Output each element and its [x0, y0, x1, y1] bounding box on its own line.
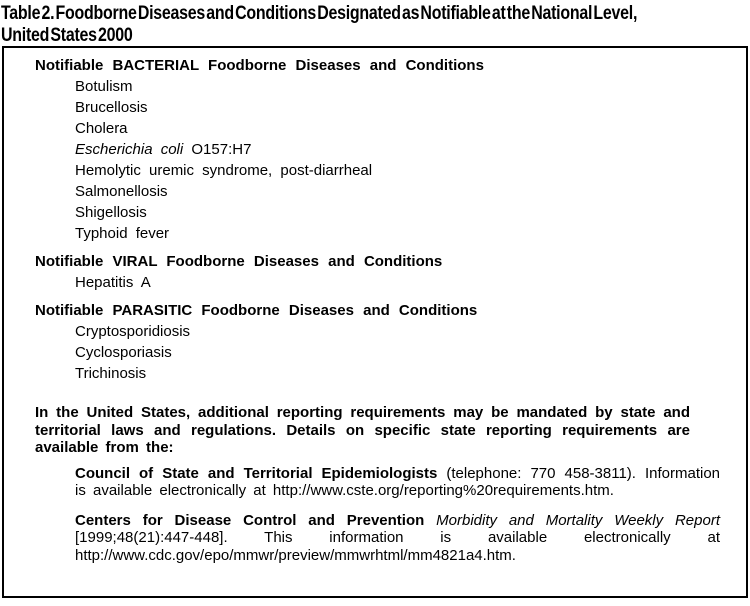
disease-item	[75, 223, 728, 244]
disease-item	[75, 118, 728, 139]
disease-item	[75, 76, 728, 97]
text-segment-bold: Centers for Disease Control and Prevention	[75, 511, 437, 529]
section-heading-1: Notifiable VIRAL Foodborne Diseases and Conditions	[35, 253, 443, 270]
text-segment-regular: Cholera	[75, 120, 128, 137]
disease-item	[75, 342, 728, 363]
text-segment-regular: Hemolytic uremic syndrome, post-diarrheal	[75, 162, 373, 179]
text-segment-regular: Trichinosis	[75, 365, 147, 382]
disease-item	[75, 321, 728, 342]
disease-item	[75, 181, 728, 202]
disease-item	[75, 202, 728, 223]
disease-item	[75, 363, 728, 384]
text-segment-italic: Morbidity and Mortality Weekly Report	[436, 511, 720, 529]
text-segment-bold: Council of State and Territorial Epidemiologists	[75, 464, 438, 482]
text-segment-regular: Typhoid fever	[75, 225, 170, 242]
text-segment-regular: O157:H7	[183, 141, 252, 158]
text-segment-regular: Cryptosporidiosis	[75, 323, 191, 340]
reference-0	[75, 465, 720, 500]
text-segment-regular: Brucellosis	[75, 99, 148, 116]
text-segment-italic: Escherichia coli	[75, 141, 184, 158]
text-segment-regular: Salmonellosis	[75, 183, 168, 200]
text-segment-regular: Hepatitis A	[75, 274, 151, 291]
disease-item	[75, 272, 728, 293]
disease-sections	[35, 55, 728, 384]
table-title-line-1: Table 2. Foodborne Diseases and Conditions Designated as Notifiable at the National Level,	[1, 3, 638, 24]
reporting-note: In the United States, additional reporting requirements may be mandated by state and territorial laws and regulations. Details on specific state reporting requirements are available from the:	[35, 404, 690, 456]
text-segment-regular: [1999;48(21):447-448]. This information is available electronically at http://www.cdc.gov/epo/mmwr/preview/mmwrhtml/mm4821a4.htm.	[75, 529, 720, 564]
section-heading-2: Notifiable PARASITIC Foodborne Diseases and Conditions	[35, 302, 478, 319]
disease-item	[75, 97, 728, 118]
disease-item	[75, 160, 728, 181]
references	[35, 465, 728, 565]
reference-1	[75, 512, 720, 565]
text-segment-regular: (telephone: 770 458-3811). Information is available electronically at http://www.cste.org/	[75, 464, 721, 499]
disease-item	[75, 139, 728, 160]
text-segment-regular: Shigellosis	[75, 204, 147, 221]
text-segment-regular: Botulism	[75, 78, 133, 95]
table-title	[1, 3, 750, 47]
text-segment-regular: Cyclosporiasis	[75, 344, 172, 361]
section-heading-0: Notifiable BACTERIAL Foodborne Diseases and Conditions	[35, 57, 484, 74]
table-title-line-2: United States 2000	[1, 25, 133, 46]
table-border-box	[2, 46, 748, 598]
text-segment-regular: reporting%20requirements.htm.	[403, 482, 614, 499]
